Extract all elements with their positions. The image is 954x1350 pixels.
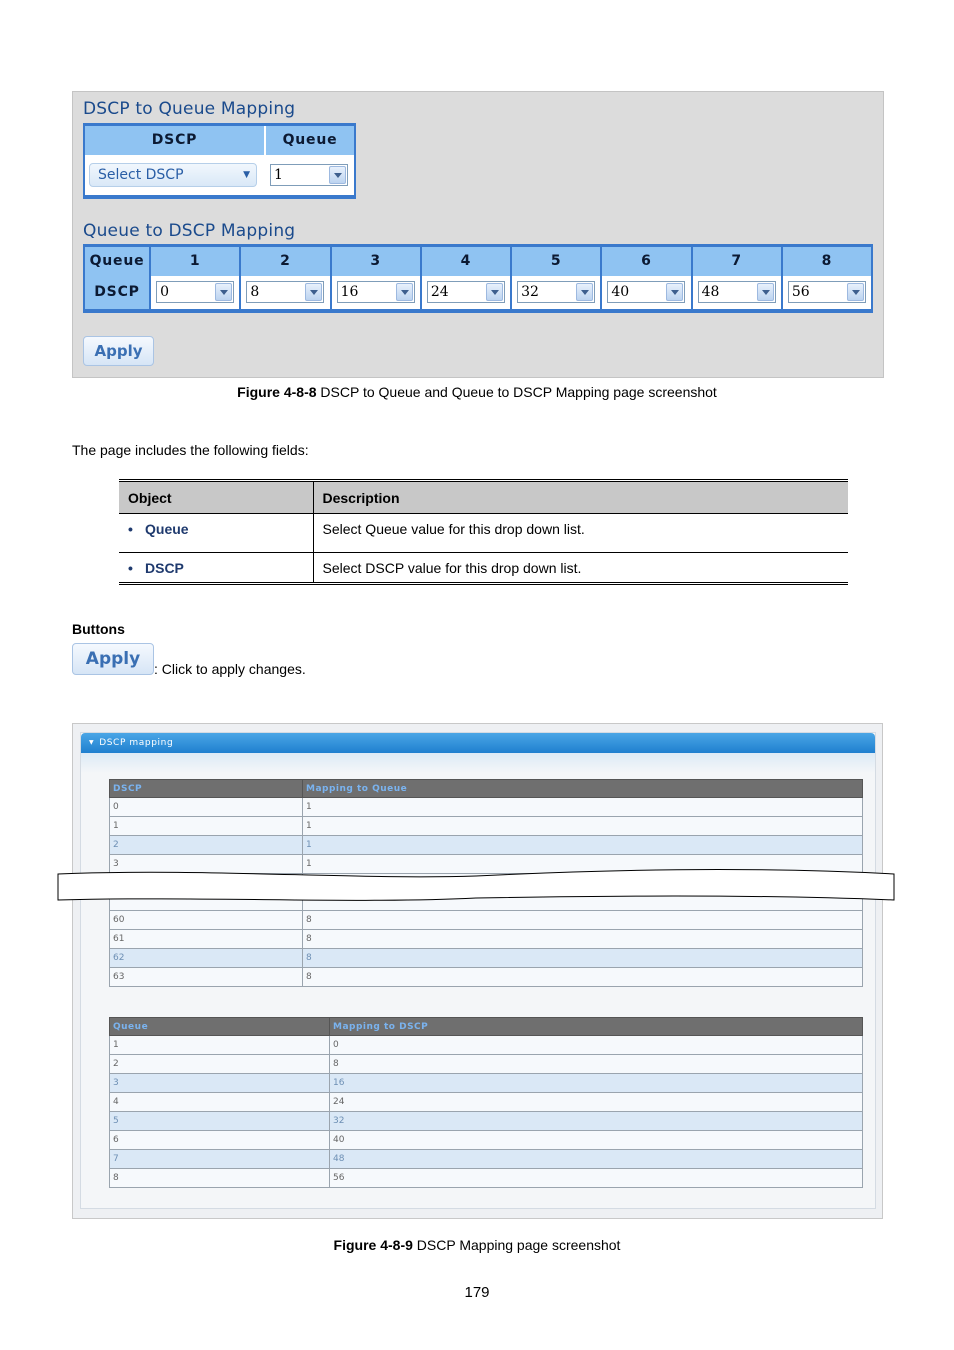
dropdown-arrow-icon (847, 283, 864, 301)
dropdown-arrow-icon (215, 283, 232, 301)
dscp-cell: 63 (110, 968, 303, 987)
chevron-down-icon: ▼ (243, 169, 250, 180)
dscp-cell: 48 (330, 1150, 863, 1169)
queue-header-5: 5 (511, 246, 601, 276)
queue-header-2: 2 (240, 246, 330, 276)
dscp-cell: 24 (330, 1093, 863, 1112)
dscp-select-queue-8[interactable] (788, 281, 866, 303)
dscp-value: 48 (701, 284, 720, 300)
page-number: 179 (464, 1284, 490, 1301)
row-queue-label: Queue (84, 246, 150, 276)
dscp-cell: 3 (110, 855, 303, 874)
dropdown-arrow-icon (329, 166, 346, 184)
apply-button[interactable]: Apply (83, 336, 154, 366)
object-name: DSCP (145, 560, 184, 576)
queue-cell: 4 (110, 1093, 330, 1112)
queue-cell: 7 (110, 1150, 330, 1169)
queue-cell: 1 (110, 1036, 330, 1055)
table-row (110, 1169, 863, 1188)
bullet-icon: • (128, 560, 133, 576)
figure-caption-4-8-9 (0, 1237, 954, 1253)
queue-header-4: 4 (421, 246, 511, 276)
queue-header-8: 8 (782, 246, 872, 276)
dscp-cell: 56 (330, 1169, 863, 1188)
dscp-cell: 61 (110, 930, 303, 949)
table-row (110, 1112, 863, 1131)
intro-text: The page includes the following fields: (72, 442, 309, 458)
caption-text: DSCP to Queue and Queue to DSCP Mapping page screenshot (316, 384, 717, 400)
dropdown-arrow-icon (396, 283, 413, 301)
table-row (110, 968, 863, 987)
col-queue-header: Queue (265, 125, 355, 155)
dscp-select-queue-5[interactable] (517, 281, 595, 303)
queue-header-7: 7 (692, 246, 782, 276)
panel-header[interactable] (81, 733, 875, 753)
dscp-cell: 62 (110, 949, 303, 968)
queue-cell: 3 (110, 1074, 330, 1093)
bullet-icon: • (128, 521, 133, 537)
dscp-cell: 2 (110, 836, 303, 855)
queue-select[interactable] (270, 164, 348, 186)
queue-cell: 1 (303, 836, 863, 855)
dscp-select-queue-6[interactable] (607, 281, 685, 303)
dscp-to-queue-table (83, 123, 356, 199)
table-row (119, 553, 848, 584)
dscp-select-queue-7[interactable] (698, 281, 776, 303)
dscp-cell: 8 (330, 1055, 863, 1074)
table-row (110, 949, 863, 968)
table-row (110, 836, 863, 855)
queue-header-3: 3 (331, 246, 421, 276)
figure-caption-4-8-8 (0, 384, 954, 400)
select-dscp-cell (84, 155, 265, 197)
mapping-to-dscp-header: Mapping to DSCP (330, 1018, 863, 1036)
apply-button-example[interactable]: Apply (72, 643, 154, 675)
dropdown-arrow-icon (666, 283, 683, 301)
caption-label: Figure 4-8-9 (333, 1237, 413, 1253)
dropdown-arrow-icon (757, 283, 774, 301)
queue-cell: 1 (303, 798, 863, 817)
col-dscp-header: DSCP (84, 125, 265, 155)
table-row (110, 817, 863, 836)
dscp-cell: 16 (330, 1074, 863, 1093)
queue-mapping-table (109, 1017, 863, 1188)
queue-cell: 6 (110, 1131, 330, 1150)
dscp-cell: 0 (330, 1036, 863, 1055)
table-row (110, 1150, 863, 1169)
panel-title: DSCP mapping (99, 738, 174, 748)
dscp-select-queue-4[interactable] (427, 281, 505, 303)
caption-label: Figure 4-8-8 (237, 384, 317, 400)
table-row (110, 1055, 863, 1074)
table-row (110, 930, 863, 949)
dscp-col-header: DSCP (110, 780, 303, 798)
object-name: Queue (145, 521, 189, 537)
dscp-value: 16 (340, 284, 359, 300)
page-break-marker (56, 866, 896, 906)
dscp-cell: 60 (110, 911, 303, 930)
buttons-heading: Buttons (72, 621, 125, 637)
queue-header-6: 6 (601, 246, 691, 276)
dscp-value: 40 (611, 284, 630, 300)
dscp-mapping-frame (80, 732, 876, 1209)
apply-description: : Click to apply changes. (154, 661, 306, 677)
dscp-select-queue-2[interactable] (246, 281, 324, 303)
mapping-to-queue-header: Mapping to Queue (303, 780, 863, 798)
queue-cell: 8 (303, 911, 863, 930)
dscp-value: 24 (430, 284, 449, 300)
dscp-select-queue-3[interactable] (337, 281, 415, 303)
queue-cell: 8 (303, 930, 863, 949)
table-row (119, 514, 848, 553)
dscp-cell: 32 (330, 1112, 863, 1131)
dscp-cell: 0 (110, 798, 303, 817)
table-row (110, 1036, 863, 1055)
object-description: Select Queue value for this drop down list. (313, 514, 848, 553)
queue-select-cell (265, 155, 355, 197)
dscp-cell: 1 (110, 817, 303, 836)
dropdown-arrow-icon (486, 283, 503, 301)
object-header: Object (119, 481, 313, 514)
queue-cell: 2 (110, 1055, 330, 1074)
dscp-cell: 40 (330, 1131, 863, 1150)
description-header: Description (313, 481, 848, 514)
queue-to-dscp-title: Queue to DSCP Mapping (83, 221, 296, 241)
dscp-mapping-status-panel (72, 723, 883, 1219)
dscp-to-queue-title: DSCP to Queue Mapping (83, 99, 296, 119)
queue-header-1: 1 (150, 246, 240, 276)
caption-text: DSCP Mapping page screenshot (412, 1237, 621, 1253)
select-dscp-label: Select DSCP (98, 166, 184, 183)
table-row (110, 798, 863, 817)
queue-cell: 8 (303, 968, 863, 987)
queue-cell: 8 (303, 949, 863, 968)
select-dscp-button[interactable] (89, 163, 257, 187)
queue-cell: 8 (110, 1169, 330, 1188)
dropdown-arrow-icon (576, 283, 593, 301)
table-row (110, 1131, 863, 1150)
queue-select-value: 1 (274, 166, 283, 183)
queue-cell: 5 (110, 1112, 330, 1131)
queue-cell: 1 (303, 855, 863, 874)
queue-col-header: Queue (110, 1018, 330, 1036)
row-dscp-label: DSCP (84, 276, 150, 311)
table-row (110, 1074, 863, 1093)
dscp-value: 8 (250, 284, 260, 300)
dscp-value: 0 (160, 284, 170, 300)
collapse-triangle-icon: ▼ (89, 739, 95, 746)
table-row (110, 1093, 863, 1112)
dscp-queue-mapping-panel (72, 91, 884, 378)
table-row (110, 911, 863, 930)
dropdown-arrow-icon (305, 283, 322, 301)
fields-table (119, 479, 848, 585)
queue-cell: 1 (303, 817, 863, 836)
object-description: Select DSCP value for this drop down list. (322, 560, 582, 576)
dscp-value: 56 (791, 284, 810, 300)
queue-to-dscp-table (83, 244, 873, 313)
header-gloss (81, 753, 875, 773)
dscp-select-queue-1[interactable] (156, 281, 234, 303)
dscp-value: 32 (521, 284, 539, 300)
